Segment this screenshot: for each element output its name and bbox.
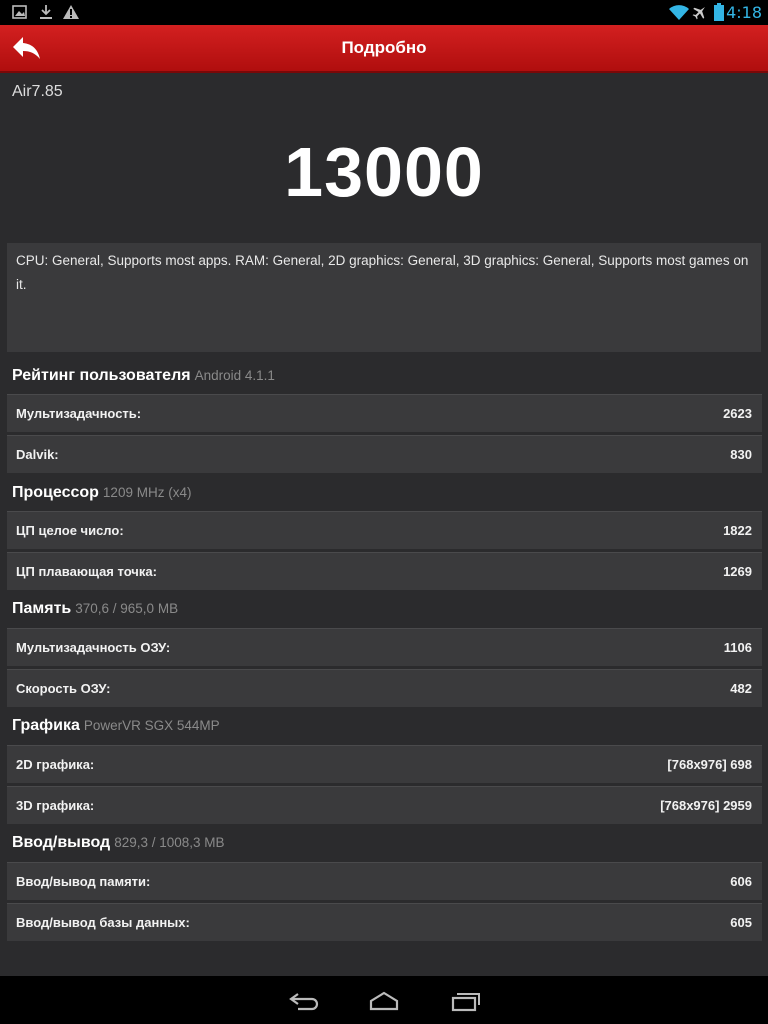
section-subtitle: PowerVR SGX 544MP: [83, 718, 220, 733]
row-label: Мультизадачность:: [16, 406, 142, 421]
row-label: ЦП целое число:: [16, 523, 124, 538]
download-icon: [38, 4, 54, 20]
clock-time: 4:18: [726, 3, 762, 22]
header-bar: [0, 25, 768, 73]
row-value: 2623: [723, 406, 752, 421]
total-score: 13000: [284, 133, 484, 211]
row-label: Мультизадачность ОЗУ:: [16, 640, 171, 655]
row-label: 3D графика:: [16, 798, 95, 813]
row-label: Скорость ОЗУ:: [16, 681, 111, 696]
result-row-2d-graphics: [7, 745, 762, 783]
result-row-cpu-integer: [7, 511, 762, 549]
wifi-icon: [668, 3, 690, 21]
row-value: 830: [730, 447, 752, 462]
result-row-cpu-float: [7, 552, 762, 590]
section-title: Память: [12, 600, 72, 617]
row-label: Ввод/вывод памяти:: [16, 874, 151, 889]
row-value: 1269: [723, 564, 752, 579]
result-row-ram-multitasking: [7, 628, 762, 666]
battery-icon: [714, 3, 724, 21]
result-row-dalvik: [7, 435, 762, 473]
result-row-ram-speed: [7, 669, 762, 707]
section-header-memory: [12, 600, 178, 624]
section-header-graphics: [12, 717, 220, 741]
navigation-bar: [0, 976, 768, 1024]
result-row-3d-graphics: [7, 786, 762, 824]
row-value: [768x976] 698: [667, 757, 752, 772]
section-title: Рейтинг пользователя: [12, 367, 191, 384]
section-title: Ввод/вывод: [12, 834, 111, 851]
section-subtitle: 1209 MHz (x4): [102, 485, 192, 500]
section-header-cpu: [12, 484, 191, 508]
row-value: 1822: [723, 523, 752, 538]
row-value: 605: [730, 915, 752, 930]
row-label: 2D графика:: [16, 757, 95, 772]
section-title: Процессор: [12, 484, 99, 501]
row-label: Ввод/вывод базы данных:: [16, 915, 190, 930]
row-value: [768x976] 2959: [660, 798, 752, 813]
section-subtitle: Android 4.1.1: [194, 368, 275, 383]
page-title: Подробно: [341, 38, 427, 57]
warning-icon: [62, 4, 80, 20]
result-row-storage-io: [7, 862, 762, 900]
result-row-multitasking: [7, 394, 762, 432]
airplane-icon: [692, 4, 708, 20]
section-subtitle: 370,6 / 965,0 MB: [75, 601, 179, 616]
back-nav-icon[interactable]: [284, 990, 324, 1012]
section-header-user-rating: [12, 367, 275, 391]
result-row-database-io: [7, 903, 762, 941]
row-label: ЦП плавающая точка:: [16, 564, 157, 579]
home-nav-icon[interactable]: [364, 990, 404, 1012]
status-bar: [0, 0, 768, 25]
row-value: 482: [730, 681, 752, 696]
image-icon: [12, 4, 28, 20]
score-description: CPU: General, Supports most apps. RAM: General, 2D graphics: General, 3D graphics: General, Supports most games on it.: [7, 243, 761, 352]
row-value: 606: [730, 874, 752, 889]
row-value: 1106: [723, 640, 752, 655]
device-name: Air7.85: [12, 83, 63, 100]
section-header-io: [12, 834, 225, 858]
recents-nav-icon[interactable]: [444, 990, 484, 1012]
section-subtitle: 829,3 / 1008,3 MB: [114, 835, 225, 850]
section-title: Графика: [12, 717, 80, 734]
row-label: Dalvik:: [16, 447, 59, 462]
